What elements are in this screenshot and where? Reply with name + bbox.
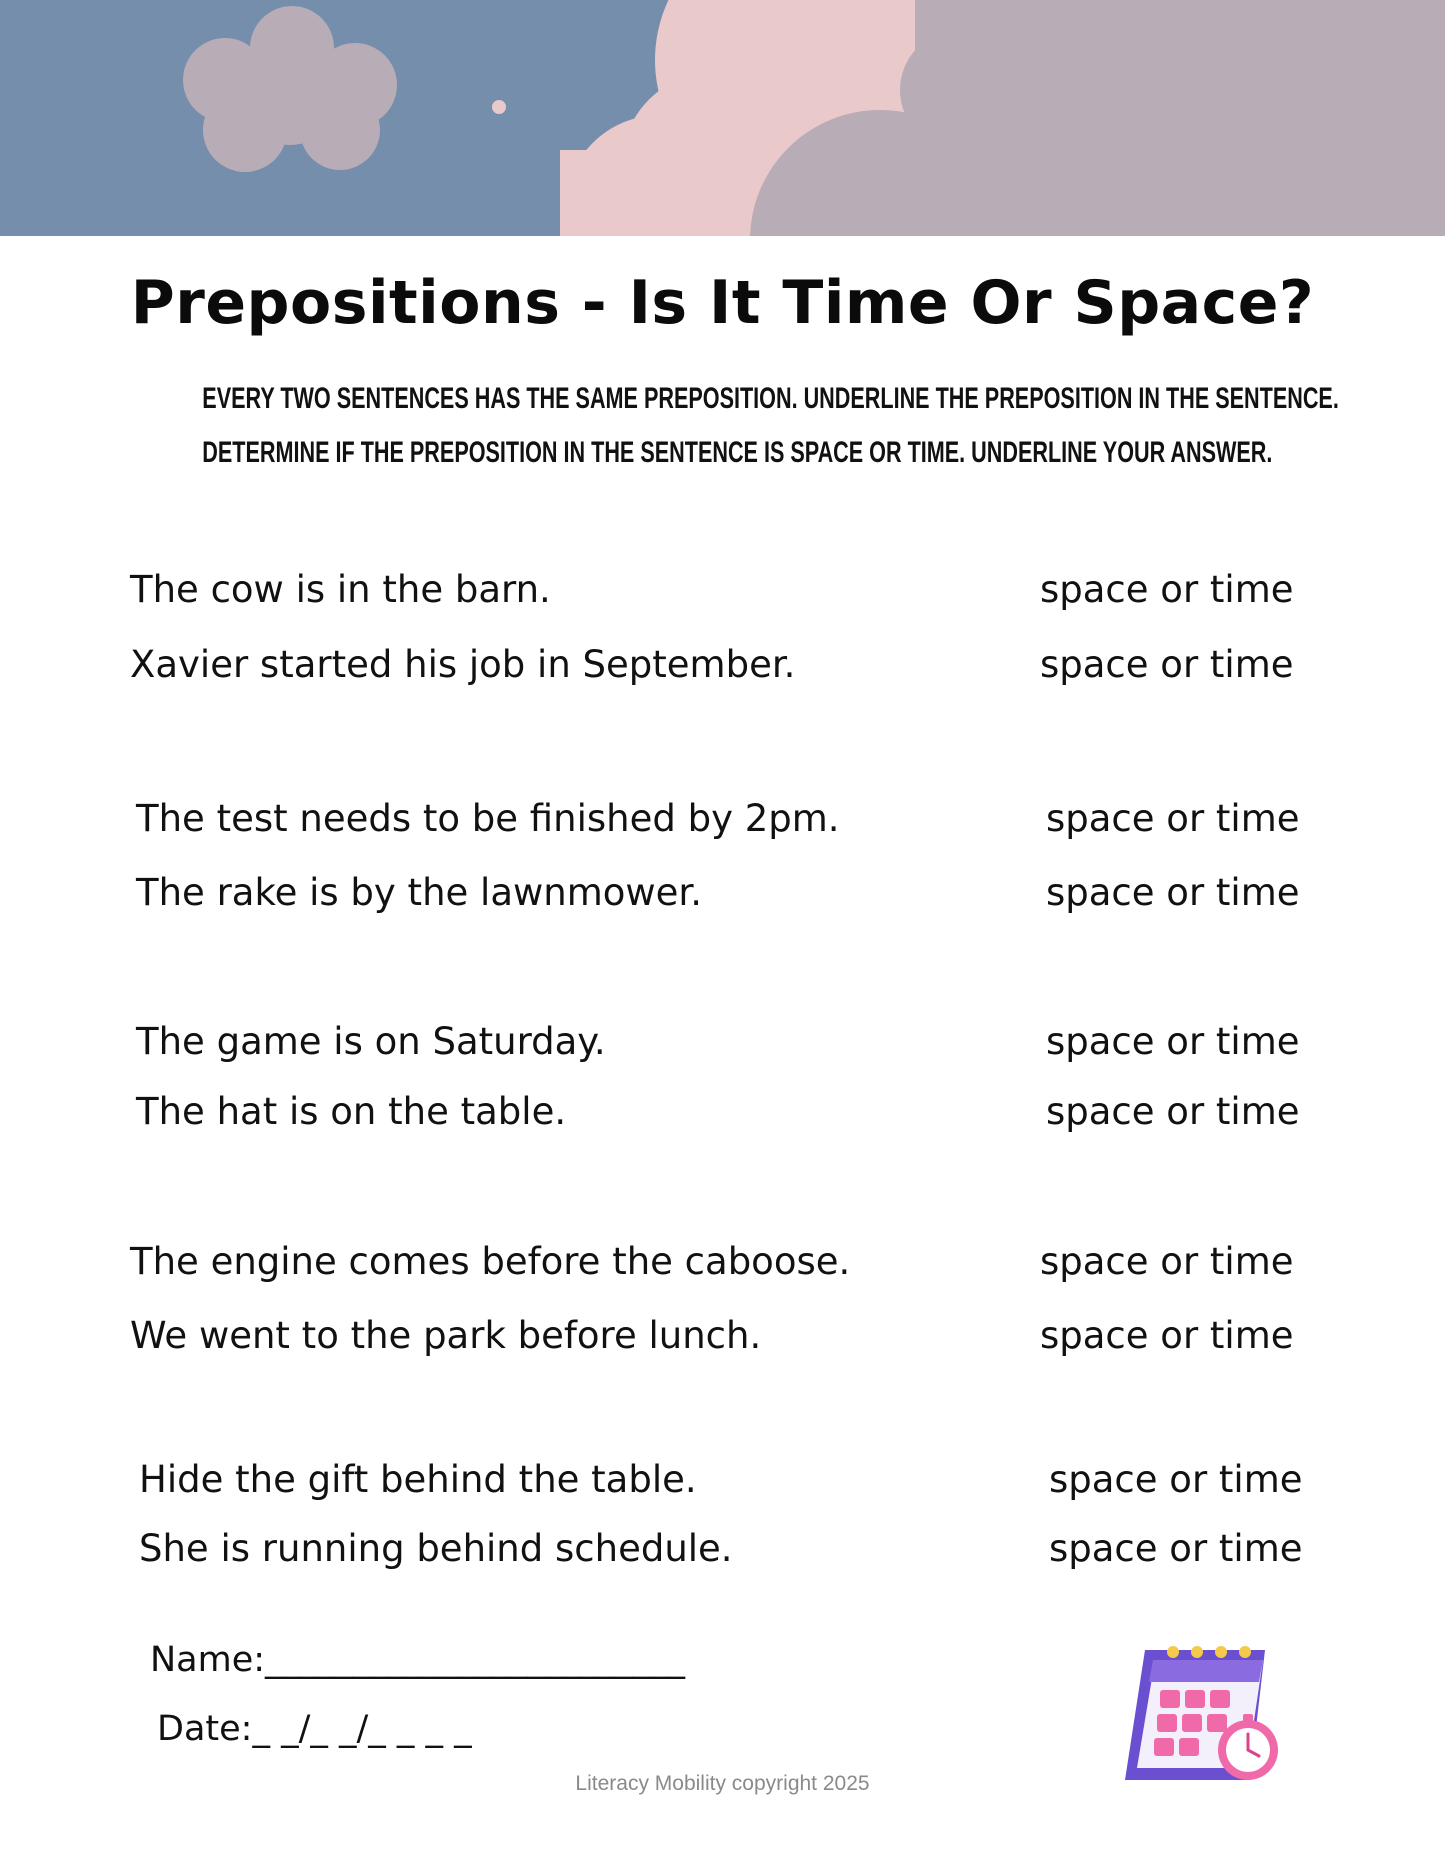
instruction-line-1: EVERY TWO SENTENCES HAS THE SAME PREPOSITION. UNDERLINE THE PREPOSITION IN THE SENTENCE. xyxy=(202,382,1339,415)
choice-2[interactable]: space or time xyxy=(1040,643,1294,686)
sentence-6: The hat is on the table. xyxy=(136,1090,567,1133)
sentence-8: We went to the park before lunch. xyxy=(130,1314,762,1357)
sentence-2: Xavier started his job in September. xyxy=(130,643,796,686)
choice-4[interactable]: space or time xyxy=(1046,871,1300,914)
sentence-3: The test needs to be finished by 2pm. xyxy=(136,797,840,840)
choice-6[interactable]: space or time xyxy=(1046,1090,1300,1133)
copyright-text: Literacy Mobility copyright 2025 xyxy=(575,1772,870,1795)
choice-7[interactable]: space or time xyxy=(1040,1240,1294,1283)
sentence-1: The cow is in the barn. xyxy=(130,568,551,611)
choice-8[interactable]: space or time xyxy=(1040,1314,1294,1357)
sentence-7: The engine comes before the caboose. xyxy=(130,1240,851,1283)
sentence-10: She is running behind schedule. xyxy=(139,1527,733,1570)
sentence-5: The game is on Saturday. xyxy=(136,1020,606,1063)
header-banner xyxy=(0,0,1445,236)
dot-decoration xyxy=(492,100,506,114)
cloud-banner-decoration xyxy=(0,0,1445,236)
instruction-line-2: DETERMINE IF THE PREPOSITION IN THE SENTENCE IS SPACE OR TIME. UNDERLINE YOUR ANSWER. xyxy=(202,436,1273,469)
choice-9[interactable]: space or time xyxy=(1049,1458,1303,1501)
calendar-clock-icon xyxy=(1115,1630,1290,1795)
choice-1[interactable]: space or time xyxy=(1040,568,1294,611)
sentence-9: Hide the gift behind the table. xyxy=(139,1458,697,1501)
choice-10[interactable]: space or time xyxy=(1049,1527,1303,1570)
choice-5[interactable]: space or time xyxy=(1046,1020,1300,1063)
page-title: Prepositions - Is It Time Or Space? xyxy=(130,268,1315,338)
name-field[interactable]: Name:________________________ xyxy=(150,1640,686,1680)
choice-3[interactable]: space or time xyxy=(1046,797,1300,840)
sentence-4: The rake is by the lawnmower. xyxy=(136,871,702,914)
date-field[interactable]: Date:_ _/_ _/_ _ _ _ xyxy=(157,1709,472,1749)
